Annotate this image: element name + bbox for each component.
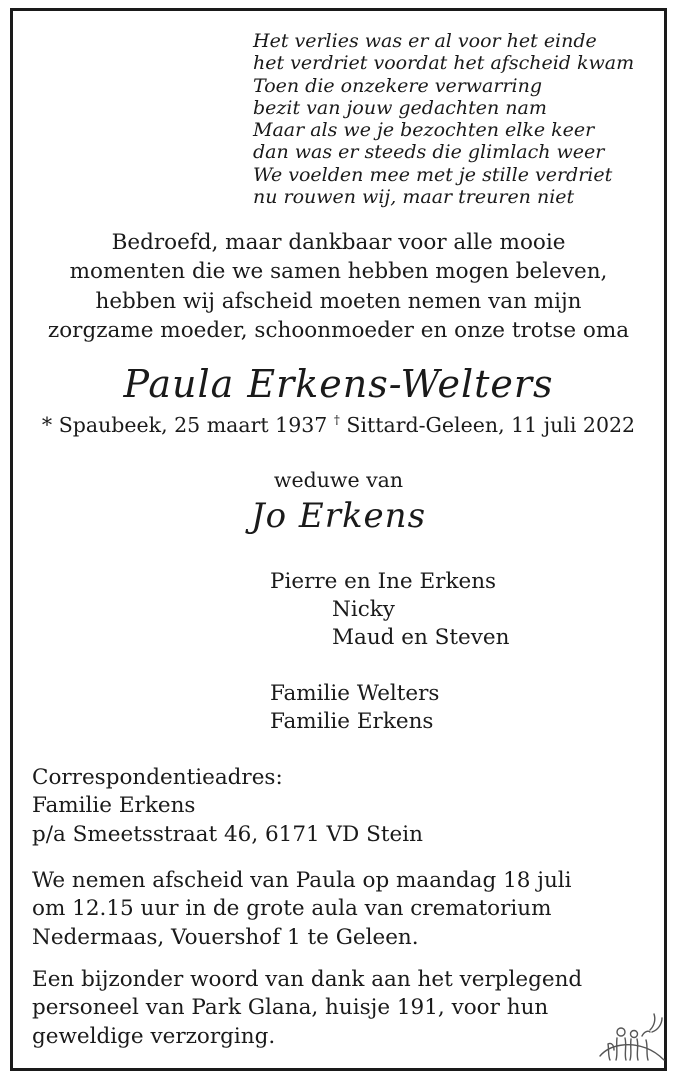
relative-family: Familie Erkens <box>270 709 434 734</box>
address-line: p/a Smeetsstraat 46, 6171 VD Stein <box>32 821 423 847</box>
intro-line: Bedroefd, maar dankbaar voor alle mooie <box>111 230 566 255</box>
intro-line: zorgzame moeder, schoonmoeder en onze trotse oma <box>47 317 630 343</box>
ceremony-line: om 12.15 uur in de grote aula van crematorium <box>32 896 552 922</box>
grandchild-name: Maud en Steven <box>332 625 510 650</box>
cross-icon: † <box>333 413 340 428</box>
poem-line: het verdriet voordat het afscheid kwam <box>253 52 635 75</box>
poem-line: Maar als we je bezochten elke keer <box>253 119 595 142</box>
widow-label: weduwe van <box>273 468 404 492</box>
address-line: Familie Erkens <box>32 793 196 819</box>
poem-line: nu rouwen wij, maar treuren niet <box>253 186 575 209</box>
family-list <box>270 568 510 736</box>
ceremony-details <box>32 867 652 952</box>
poem-line: bezit van jouw gedachten nam <box>253 96 547 119</box>
intro-line: hebben wij afscheid moeten nemen van mijn <box>95 288 582 314</box>
grandchild-name: Nicky <box>332 597 395 622</box>
deceased-name: Paula Erkens-Welters <box>123 362 554 406</box>
poem-line: Toen die onzekere verwarring <box>253 74 543 97</box>
life-dates <box>0 413 677 437</box>
poem <box>253 30 653 208</box>
intro-text <box>0 228 677 345</box>
children-names: Pierre en Ine Erkens <box>270 569 497 594</box>
thanks-line: personeel van Park Glana, huisje 191, voor hun <box>32 995 549 1021</box>
poem-line: Het verlies was er al voor het einde <box>253 30 597 52</box>
birth-symbol: * <box>41 413 53 437</box>
ceremony-line: Nedermaas, Vouershof 1 te Geleen. <box>32 924 419 950</box>
address-line: Correspondentieadres: <box>32 765 283 790</box>
correspondence-address <box>32 764 652 849</box>
birth-info: Spaubeek, 25 maart 1937 <box>58 413 328 437</box>
intro-line: momenten die we samen hebben mogen beleven, <box>69 259 608 285</box>
spacer <box>270 652 510 680</box>
death-info: Sittard-Geleen, 11 juli 2022 <box>346 413 636 437</box>
thanks-text <box>32 966 652 1051</box>
family-figures-logo-icon <box>596 1010 666 1066</box>
spouse-name: Jo Erkens <box>250 496 427 536</box>
ceremony-line: We nemen afscheid van Paula op maandag 18 juli <box>32 868 572 893</box>
thanks-line: Een bijzonder woord van dank aan het verplegend <box>32 967 583 992</box>
poem-line: dan was er steeds die glimlach weer <box>253 141 605 164</box>
thanks-line: geweldige verzorging. <box>32 1023 276 1049</box>
relative-family: Familie Welters <box>270 681 440 706</box>
poem-line: We voelden mee met je stille verdriet <box>253 163 613 186</box>
